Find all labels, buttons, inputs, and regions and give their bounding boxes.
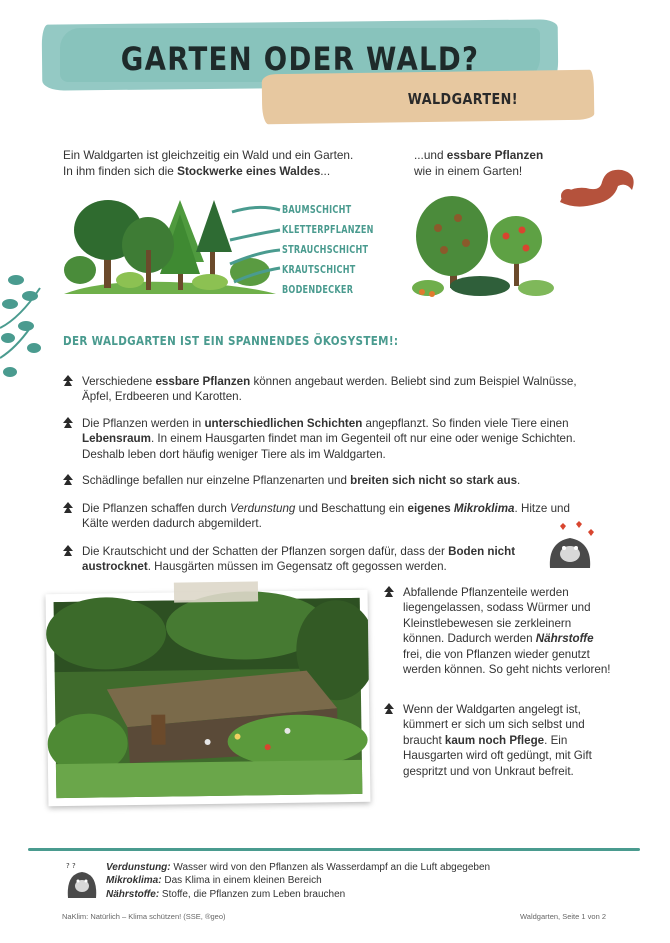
intro-right-start: ...und	[414, 148, 447, 162]
leaf-bullet-icon	[62, 544, 82, 575]
bullet-item-2	[62, 416, 582, 462]
bullet-text-7: Wenn der Waldgarten angelegt ist, kümmert er sich um sich selbst und braucht kaum noch Pflege. Ein Hausgarten wird oft gedüngt, mit Gift gespritzt und von Unkraut befreit.	[403, 703, 592, 778]
glossary	[106, 861, 586, 901]
bullet-text-2: Die Pflanzen werden in unterschiedlichen Schichten angepflanzt. So finden viele Tiere einen Lebensraum. In einem Hausgarten findet man im Gegenteil oft nur eine oder wenige Schichten. Deshalb leben dort häufig weniger Tiere als im Waldgarten.	[82, 417, 576, 461]
leaf-bullet-icon	[62, 473, 82, 491]
svg-text:? ?: ? ?	[66, 862, 76, 870]
intro-left-line2-end: ...	[320, 163, 331, 178]
mole-character-icon	[540, 520, 600, 570]
ecosystem-heading: DER WALDGARTEN IST EIN SPANNENDES ÖKOSYSTEM!:	[63, 333, 399, 348]
footer-source: NaKlim: Natürlich – Klima schützen! (SSE, ®geo)	[62, 912, 226, 921]
bullet-item-4	[62, 501, 582, 532]
leaf-bullet-icon	[62, 374, 82, 405]
bullet-item-5	[62, 544, 532, 575]
bullet-text-5: Die Krautschicht und der Schatten der Pflanzen sorgen dafür, dass der Boden nicht austrocknet. Hausgärten müssen im Gegensatz oft gegossen werden.	[82, 545, 516, 574]
bullet-item-1	[62, 374, 582, 405]
mole-thinking-icon	[62, 858, 102, 898]
intro-right-bold: essbare Pflanzen	[446, 148, 544, 162]
bullet-item-7	[383, 702, 613, 779]
squirrel-icon	[556, 162, 640, 214]
fruit-garden-illustration	[408, 188, 556, 300]
layer-label-kletterpflanzen: KLETTERPFLANZEN	[282, 223, 374, 236]
photo-tape	[174, 581, 258, 602]
bullet-text-6: Abfallende Pflanzenteile werden liegengelassen, sodass Würmer und Kleinstlebewesen sie zerkleinern können. Dadurch werden Nährstoffe frei, die von Pflanzen wieder genutzt werden können. So geht nichts verloren!	[403, 586, 611, 677]
bullet-text-1: Verschiedene essbare Pflanzen können angebaut werden. Beliebt sind zum Beispiel Walnüsse, Äpfel, Erdbeeren und Karotten.	[82, 375, 577, 404]
glossary-entry-3: Nährstoffe: Stoffe, die Pflanzen zum Leben brauchen	[106, 888, 346, 900]
footer-divider	[28, 848, 640, 851]
bullet-item-6	[383, 585, 613, 677]
layer-labels	[282, 203, 392, 303]
intro-left-line2-bold: Stockwerke eines Waldes	[177, 163, 321, 178]
leaf-bullet-icon	[62, 501, 82, 532]
leaf-decoration	[0, 268, 50, 388]
layer-label-krautschicht: KRAUTSCHICHT	[282, 263, 356, 276]
bullet-text-3: Schädlinge befallen nur einzelne Pflanzenarten und breiten sich nicht so stark aus.	[82, 474, 521, 487]
glossary-entry-1: Verdunstung: Wasser wird von den Pflanzen als Wasserdampf an die Luft abgegeben	[106, 862, 491, 873]
intro-left-line2-start: In ihm finden sich die	[63, 163, 178, 178]
layer-label-bodendecker: BODENDECKER	[282, 283, 354, 296]
layer-arrows	[228, 200, 284, 300]
intro-right-line2: wie in einem Garten!	[414, 163, 523, 178]
forest-garden-photo	[46, 590, 371, 806]
leaf-bullet-icon	[62, 416, 82, 462]
glossary-entry-2: Mikroklima: Das Klima in einem kleinen Bereich	[106, 875, 322, 887]
page-title: GARTEN ODER WALD?	[120, 40, 480, 78]
bullet-text-4: Die Pflanzen schaffen durch Verdunstung und Beschattung ein eigenes Mikroklima. Hitze und Kälte werden dadurch abgemildert.	[82, 502, 570, 531]
intro-left-line1: Ein Waldgarten ist gleichzeitig ein Wald und ein Garten.	[63, 148, 354, 162]
intro-left-line2	[63, 164, 393, 180]
footer-page-number: Waldgarten, Seite 1 von 2	[519, 912, 606, 921]
leaf-bullet-icon	[383, 702, 403, 779]
leaf-bullet-icon	[383, 585, 403, 677]
page-subtitle: WALDGARTEN!	[407, 90, 519, 108]
intro-left-text	[63, 148, 393, 179]
layer-label-baumschicht: BAUMSCHICHT	[282, 203, 352, 216]
photo-frame	[46, 590, 371, 806]
layer-label-strauchschicht: STRAUCHSCHICHT	[282, 243, 369, 256]
bullet-item-3	[62, 473, 582, 491]
